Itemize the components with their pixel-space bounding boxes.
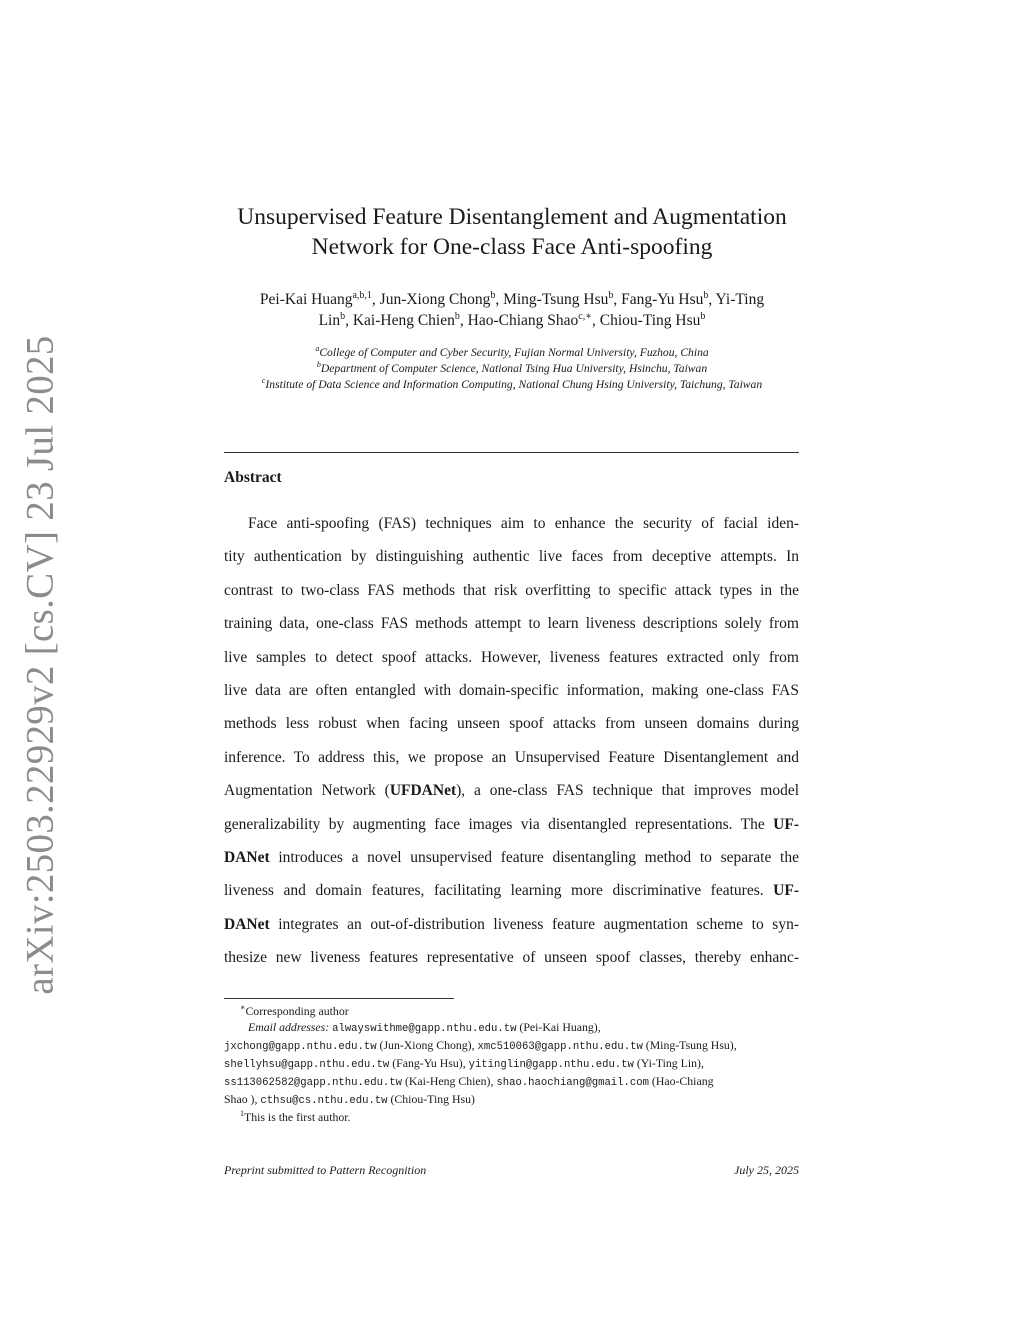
first-author-note	[224, 1109, 799, 1125]
footnotes	[224, 1003, 799, 1125]
title-line-2: Network for One-class Face Anti-spoofing	[311, 234, 713, 260]
author-affiliation-mark: b	[340, 310, 346, 322]
email-address: jxchong@gapp.nthu.edu.tw	[224, 1041, 377, 1053]
email-owner: Shao ),	[224, 1092, 261, 1106]
abstract-line	[224, 540, 799, 573]
author-affiliation-mark: b	[490, 289, 496, 301]
affiliation-line	[200, 361, 824, 377]
abstract-heading: Abstract	[224, 469, 282, 486]
author-list	[200, 289, 824, 331]
author-affiliation-mark: a,b,1	[352, 289, 372, 301]
author-name: Jun-Xiong Chong	[379, 291, 491, 308]
email-owner: (Yi-Ting Lin),	[633, 1056, 704, 1070]
abstract-text-segment: methods less robust when facing unseen spoof attacks from unseen domains during	[224, 715, 799, 733]
email-owner: (Fang-Yu Hsu),	[389, 1056, 469, 1070]
abstract-text-segment: training data, one-class FAS methods attempt to learn liveness descriptions solely from	[224, 615, 799, 633]
author-name: Kai-Heng Chien	[352, 312, 455, 329]
abstract-text-segment: Augmentation Network (	[224, 782, 390, 800]
method-name: UFDANet	[389, 782, 457, 800]
email-line	[224, 1055, 799, 1073]
email-address: shao.haochiang@gmail.com	[496, 1077, 649, 1089]
abstract-text-segment: ), a one-class FAS technique that improves model	[456, 782, 800, 800]
affiliation-text: Institute of Data Science and Information Computing, National Chung Hsing University, Taichung, Taiwan	[265, 378, 763, 391]
author-affiliation-mark: b	[608, 289, 614, 301]
author-affiliation-mark: b	[703, 289, 709, 301]
abstract-text-segment: integrates an out-of-distribution liveness feature augmentation scheme to syn-	[269, 915, 799, 933]
method-name: UF-	[773, 815, 799, 833]
email-address: cthsu@cs.nthu.edu.tw	[260, 1095, 388, 1107]
author-name: Ming-Tsung Hsu	[503, 291, 609, 308]
email-label: Email addresses:	[248, 1020, 330, 1034]
footer-date: July 25, 2025	[734, 1163, 799, 1177]
email-line	[224, 1037, 799, 1055]
abstract-text-segment: Face anti-spoofing (FAS) techniques aim to enhance the security of facial iden-	[248, 515, 799, 532]
author-name: Yi-Ting	[715, 291, 765, 308]
abstract-line	[224, 908, 799, 941]
affiliation-mark: a	[315, 344, 320, 354]
affiliation-mark: c	[261, 376, 266, 386]
author-line-2: Lin$^b$, Kai-Heng Chien$^b$, Hao-Chiang Shao$^{c,∗}$, Chiou-Ting Hsu$^b$	[318, 310, 706, 329]
corresponding-mark: ∗	[240, 1003, 246, 1013]
abstract-line	[224, 574, 799, 607]
author-affiliation-mark: b	[700, 310, 706, 322]
abstract-top-rule	[224, 452, 799, 453]
abstract-line	[224, 941, 799, 974]
abstract-text-segment: introduces a novel unsupervised feature disentangling method to separate the	[269, 849, 799, 867]
affiliation-line	[200, 345, 824, 361]
abstract-text-segment: live samples to detect spoof attacks. However, liveness features extracted only from	[224, 648, 799, 666]
abstract-line	[224, 808, 799, 841]
method-name: DANet	[224, 849, 270, 867]
author-name: Hao-Chiang Shao	[467, 312, 579, 329]
method-name: UF-	[773, 882, 799, 900]
email-address: xmc510063@gapp.nthu.edu.tw	[477, 1041, 643, 1053]
affiliation-mark: b	[316, 360, 321, 370]
method-name: DANet	[224, 915, 270, 933]
email-address: alwayswithme@gapp.nthu.edu.tw	[332, 1023, 517, 1035]
footer-preprint-note: Preprint submitted to Pattern Recognition	[224, 1163, 427, 1177]
author-name: Fang-Yu Hsu	[621, 291, 704, 308]
author-affiliation-mark: c,∗	[578, 310, 593, 322]
abstract-line	[224, 741, 799, 774]
abstract-line	[224, 774, 799, 807]
author-name: Pei-Kai Huang	[259, 291, 353, 308]
abstract-text-segment: tity authentication by distinguishing authentic live faces from deceptive attempts. In	[224, 548, 799, 566]
affiliation-line	[200, 377, 824, 393]
footnote-rule	[224, 998, 454, 999]
first-author-mark: 1	[240, 1109, 244, 1119]
affiliation-text: Department of Computer Science, National Tsing Hua University, Hsinchu, Taiwan	[320, 362, 708, 375]
email-owner: (Chiou-Ting Hsu)	[387, 1092, 475, 1106]
title-line-1: Unsupervised Feature Disentanglement and Augmentation	[237, 204, 787, 230]
email-owner: (Hao-Chiang	[648, 1074, 714, 1088]
email-owner: (Pei-Kai Huang),	[516, 1020, 601, 1034]
first-author-text: This is the first author.	[244, 1110, 351, 1124]
abstract-line	[224, 674, 799, 707]
abstract-text-segment: thesize new liveness features representative of unseen spoof classes, thereby enhanc-	[224, 949, 799, 967]
abstract-text-segment: inference. To address this, we propose an Unsupervised Feature Disentanglement and	[224, 748, 799, 766]
abstract-line	[224, 641, 799, 674]
abstract-line	[224, 707, 799, 740]
abstract-text-segment: generalizability by augmenting face images via disentangled representations. The	[224, 815, 774, 833]
abstract-line	[224, 507, 799, 540]
author-name: Lin	[318, 312, 341, 329]
abstract-text-segment: live data are often entangled with domain-specific information, making one-class FAS	[224, 682, 799, 700]
corresponding-author-note	[224, 1003, 799, 1019]
corresponding-text: Corresponding author	[245, 1004, 349, 1018]
author-name: Chiou-Ting Hsu	[599, 312, 701, 329]
email-owner: (Jun-Xiong Chong),	[376, 1038, 478, 1052]
abstract-line	[224, 607, 799, 640]
paper-title	[200, 202, 824, 262]
affiliation-text: College of Computer and Cyber Security, Fujian Normal University, Fuzhou, China	[319, 346, 709, 359]
abstract-text	[224, 507, 799, 975]
email-address: ss113062582@gapp.nthu.edu.tw	[224, 1077, 403, 1089]
email-addresses-line-1	[224, 1019, 799, 1037]
email-address: yitinglin@gapp.nthu.edu.tw	[468, 1059, 634, 1071]
abstract-text-segment: contrast to two-class FAS methods that risk overfitting to specific attack types in the	[224, 581, 799, 599]
email-addresses	[224, 1037, 799, 1109]
email-address: shellyhsu@gapp.nthu.edu.tw	[224, 1059, 390, 1071]
email-line	[224, 1091, 799, 1109]
email-line	[224, 1073, 799, 1091]
arxiv-identifier-stamp: arXiv:2503.22929v2 [cs.CV] 23 Jul 2025	[18, 335, 62, 995]
abstract-text-segment: liveness and domain features, facilitating learning more discriminative features.	[224, 882, 774, 900]
affiliations	[200, 345, 824, 393]
email-owner: (Kai-Heng Chien),	[402, 1074, 497, 1088]
abstract-line	[224, 841, 799, 874]
abstract-line	[224, 874, 799, 907]
author-affiliation-mark: b	[454, 310, 460, 322]
email-owner: (Ming-Tsung Hsu),	[642, 1038, 737, 1052]
author-line-1: Pei-Kai Huang$^{a,b,1}$, Jun-Xiong Chong$^b$, Ming-Tsung Hsu$^b$, Fang-Yu Hsu$^b$, Yi-Ting	[259, 289, 765, 308]
